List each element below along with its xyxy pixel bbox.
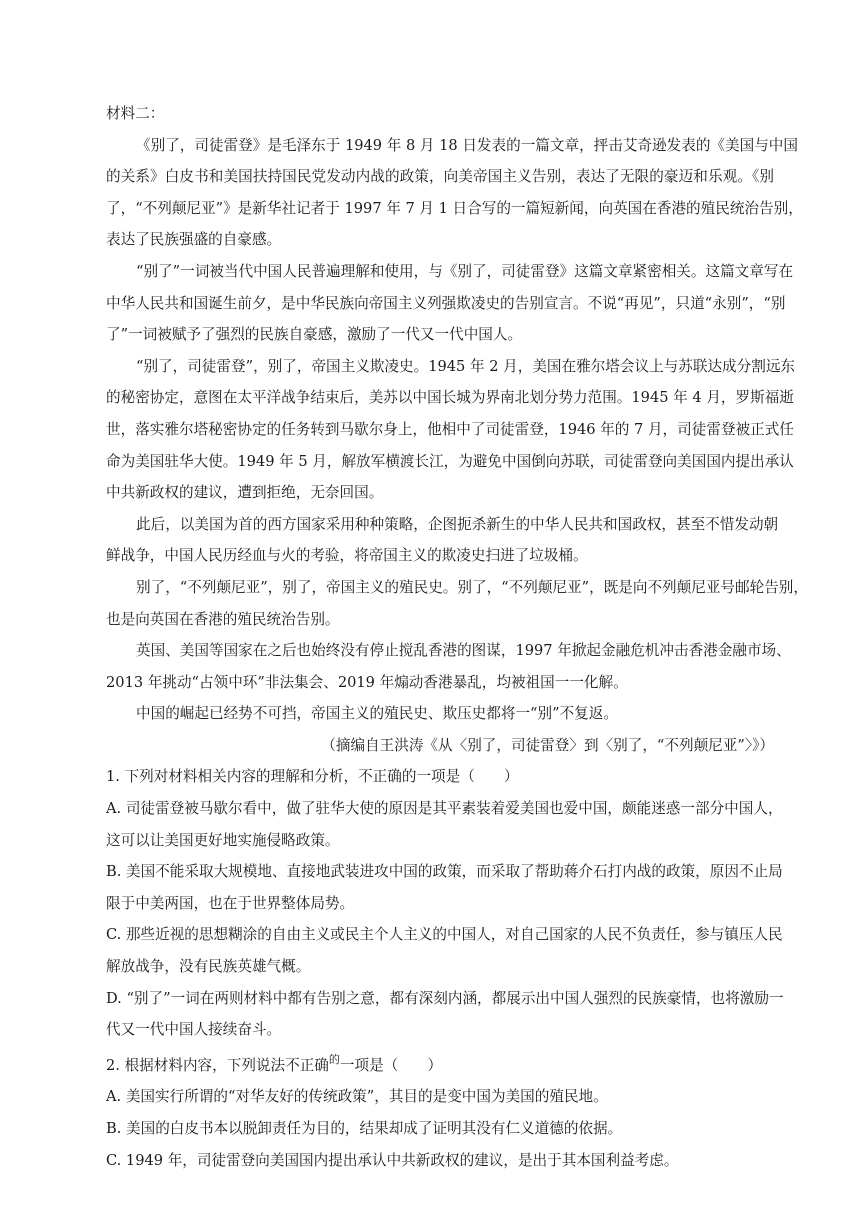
paragraph-line: 命为美国驻华大使。1949 年 5 月，解放军横渡长江，为避免中国倒向苏联，司徒雷登向美国国内提出承认 [106, 452, 794, 470]
paragraph-line: 2013 年挑动“占领中环”非法集会、2019 年煽动香港暴乱，均被祖国一一化解。 [106, 673, 628, 691]
material-paragraph [106, 698, 774, 730]
material-source: （摘编自王洪涛《从〈别了，司徒雷登〉到〈别了，“不列颠尼亚”〉》） [321, 736, 774, 754]
paragraph-line: “别了”一词被当代中国人民普遍理解和使用，与《别了，司徒雷登》这篇文章紧密相关。这篇文章写在 [136, 262, 794, 280]
paragraph-line: 英国、美国等国家在之后也始终没有停止搅乱香港的图谋，1997 年掀起金融危机冲击香港金融市场、 [136, 642, 791, 660]
option-line: D. “别了”一词在两则材料中都有告别之意，都有深刻内涵，都展示出中国人强烈的民族豪情，也将激励一 [106, 989, 784, 1007]
paragraph-line: 了”一词被赋予了强烈的民族自豪感，激励了一代又一代中国人。 [106, 326, 523, 344]
material-paragraph [106, 130, 803, 256]
page-content [106, 98, 808, 1176]
option-line: 限于中美两国，也在于世界整体局势。 [106, 894, 355, 912]
paragraph-line: 鲜战争，中国人民历经血与火的考验，将帝国主义的欺凌史扫进了垃圾桶。 [106, 547, 588, 565]
paragraph-line: 中共新政权的建议，遭到拒绝，无奈回国。 [106, 484, 384, 502]
material-heading: 材料二： [106, 105, 165, 122]
option-line: 代又一代中国人接续奋斗。 [106, 1021, 282, 1039]
option-line: 这可以让美国更好地实施侵略政策。 [106, 831, 340, 849]
option-d [106, 983, 784, 1046]
option-line: 解放战争，没有民族英雄气概。 [106, 958, 311, 976]
paragraph-line: 别了，“不列颠尼亚”，别了，帝国主义的殖民史。别了，“不列颠尼亚”，既是向不列颠尼亚号邮轮告别， [136, 578, 808, 596]
option-a [106, 793, 783, 856]
material-paragraph [106, 572, 808, 635]
paragraph-line: 了，“不列颠尼亚”》是新华社记者于 1997 年 7 月 1 日合写的一篇短新闻，向英国在香港的殖民统治告别， [106, 199, 803, 217]
option-line: B. 美国不能采取大规模地、直接地武装进攻中国的政策，而采取了帮助蒋介石打内战的政策，原因不止局 [106, 863, 783, 881]
material-paragraph [106, 635, 791, 698]
paragraph-line: 世，落实雅尔塔秘密协定的任务转到马歇尔身上，他相中了司徒雷登，1946 年的 7 月，司徒雷登被正式任 [106, 420, 794, 438]
option-b: B. 美国的白皮书本以脱卸责任为目的，结果却成了证明其没有仁义道德的依据。 [106, 1120, 623, 1137]
question-stem [106, 1050, 774, 1082]
material-paragraph [106, 351, 796, 509]
option-a: A. 美国实行所谓的“对华友好的传统政策”，其目的是变中国为美国的殖民地。 [106, 1088, 608, 1106]
material-paragraph [106, 256, 794, 351]
question-2 [106, 1050, 774, 1176]
option-line: A. 司徒雷登被马歇尔看中，做了驻华大使的原因是其平素装着爱美国也爱中国，颇能迷惑一部分中国人， [106, 800, 783, 818]
paragraph-line: 此后，以美国为首的西方国家采用种种策略，企图扼杀新生的中华人民共和国政权，甚至不惜发动朝 [136, 515, 779, 533]
paragraph-line: “别了，司徒雷登”，别了，帝国主义欺凌史。1945 年 2 月，美国在雅尔塔会议上与苏联达成分割远东 [136, 357, 796, 375]
option-line: C. 那些近视的思想糊涂的自由主义或民主个人主义的中国人，对自己国家的人民不负责任，参与镇压人民 [106, 926, 783, 944]
option-c: C. 1949 年，司徒雷登向美国国内提出承认中共新政权的建议，是出于其本国利益考虑。 [106, 1151, 679, 1169]
option-b [106, 856, 783, 919]
paragraph-line: 《别了，司徒雷登》是毛泽东于 1949 年 8 月 18 日发表的一篇文章，抨击艾奇逊发表的《美国与中国 [136, 136, 798, 154]
question-stem-text: 一项是（ ） [339, 1056, 443, 1074]
option-c [106, 919, 783, 982]
paragraph-line: 中华人民共和国诞生前夕，是中华民族向帝国主义列强欺凌史的告别宣言。不说“再见”，只道“永别”，“别 [106, 294, 786, 312]
paragraph-line: 也是向英国在香港的殖民统治告别。 [106, 610, 340, 628]
question-1 [106, 761, 784, 1045]
paragraph-line: 的秘密协定，意图在太平洋战争结束后，美苏以中国长城为界南北划分势力范围。1945 年 4 月，罗斯福逝 [106, 389, 794, 407]
question-stem-text: 2. 根据材料内容，下列说法不正确 [106, 1056, 329, 1074]
paragraph-line: 中国的崛起已经势不可挡，帝国主义的殖民史、欺压史都将一“别”不复返。 [136, 705, 618, 723]
paragraph-line: 表达了民族强盛的自豪感。 [106, 231, 282, 249]
question-stem-raised-char: 的 [328, 1052, 340, 1066]
question-stem: 1. 下列对材料相关内容的理解和分析，不正确的一项是（ ） [106, 768, 519, 786]
paragraph-line: 的关系》白皮书和美国扶持国民党发动内战的政策，向美帝国主义告别，表达了无限的豪迈和乐观。《别 [106, 168, 774, 186]
material-paragraph [106, 509, 779, 572]
